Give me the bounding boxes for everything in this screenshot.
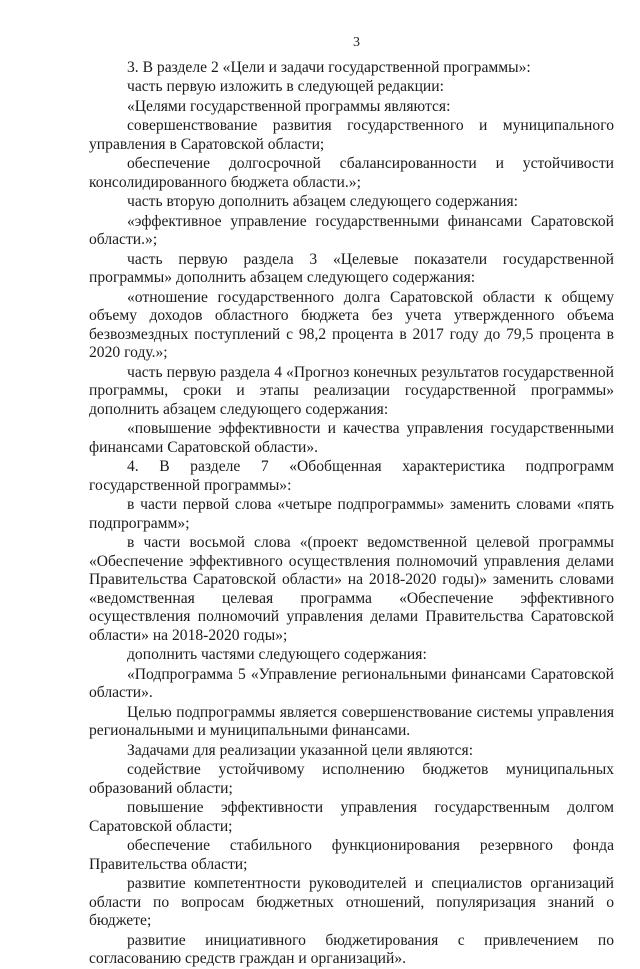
- paragraph: Целью подпрограммы является совершенствование системы управления региональными и муниципальными финансами.: [89, 703, 614, 739]
- page-number: 3: [353, 35, 360, 50]
- paragraph: в части восьмой слова «(проект ведомственной целевой программы «Обеспечение эффективного осуществления полномочий управления делами Правительства Саратовской области» на 2018-2020 годы)» заменить словами «ведомственная целевая программа «Обеспечение эффективного осуществления полномочий управления делами Правительства Саратовской области» на 2018-2020 годы»;: [89, 534, 614, 644]
- paragraph: «отношение государственного долга Саратовской области к общему объему доходов областного бюджета без учета утвержденного объема безвозмездных поступлений с 98,2 процента в 2017 году до 79,5 процента в 2020 году.»;: [89, 288, 614, 361]
- paragraph: часть первую раздела 4 «Прогноз конечных результатов государственной программы, сроки и этапы реализации государственной программы» дополнить абзацем следующего содержания:: [89, 363, 614, 418]
- paragraph: обеспечение стабильного функционирования резервного фонда Правительства области;: [89, 837, 614, 873]
- paragraph: повышение эффективности управления государственным долгом Саратовской области;: [89, 799, 614, 835]
- paragraph-section-3-heading: 3. В разделе 2 «Цели и задачи государственной программы»:: [127, 58, 531, 76]
- paragraph: «повышение эффективности и качества управления государственными финансами Саратовской области».: [89, 420, 614, 456]
- paragraph: Задачами для реализации указанной цели являются:: [127, 741, 474, 759]
- paragraph: совершенствование развития государственного и муниципального управления в Саратовской области;: [89, 117, 614, 153]
- paragraph: часть вторую дополнить абзацем следующего содержания:: [127, 193, 519, 210]
- paragraph: «эффективное управление государственными финансами Саратовской области.»;: [89, 212, 614, 248]
- paragraph: часть первую изложить в следующей редакции:: [127, 78, 444, 95]
- paragraph: «Подпрограмма 5 «Управление региональными финансами Саратовской области».: [89, 665, 614, 701]
- paragraph: дополнить частями следующего содержания:: [127, 646, 427, 663]
- paragraph-section-4-heading: 4. В разделе 7 «Обобщенная характеристика подпрограмм государственной программы»:: [89, 458, 614, 494]
- paragraph: в части первой слова «четыре подпрограммы» заменить словами «пять подпрограмм»;: [89, 496, 614, 532]
- paragraph: часть первую раздела 3 «Целевые показатели государственной программы» дополнить абзацем следующего содержания:: [89, 250, 614, 286]
- paragraph: содействие устойчивому исполнению бюджетов муниципальных образований области;: [89, 761, 614, 797]
- paragraph: «Целями государственной программы являются:: [127, 97, 451, 115]
- paragraph: развитие компетентности руководителей и специалистов организаций области по вопросам бюджетных отношений, популяризация знаний о бюджете;: [89, 875, 614, 929]
- paragraph: обеспечение долгосрочной сбалансированности и устойчивости консолидированного бюджета области.»;: [89, 155, 614, 191]
- paragraph: развитие инициативного бюджетирования с привлечением по согласованию средств граждан и организаций».: [89, 931, 614, 967]
